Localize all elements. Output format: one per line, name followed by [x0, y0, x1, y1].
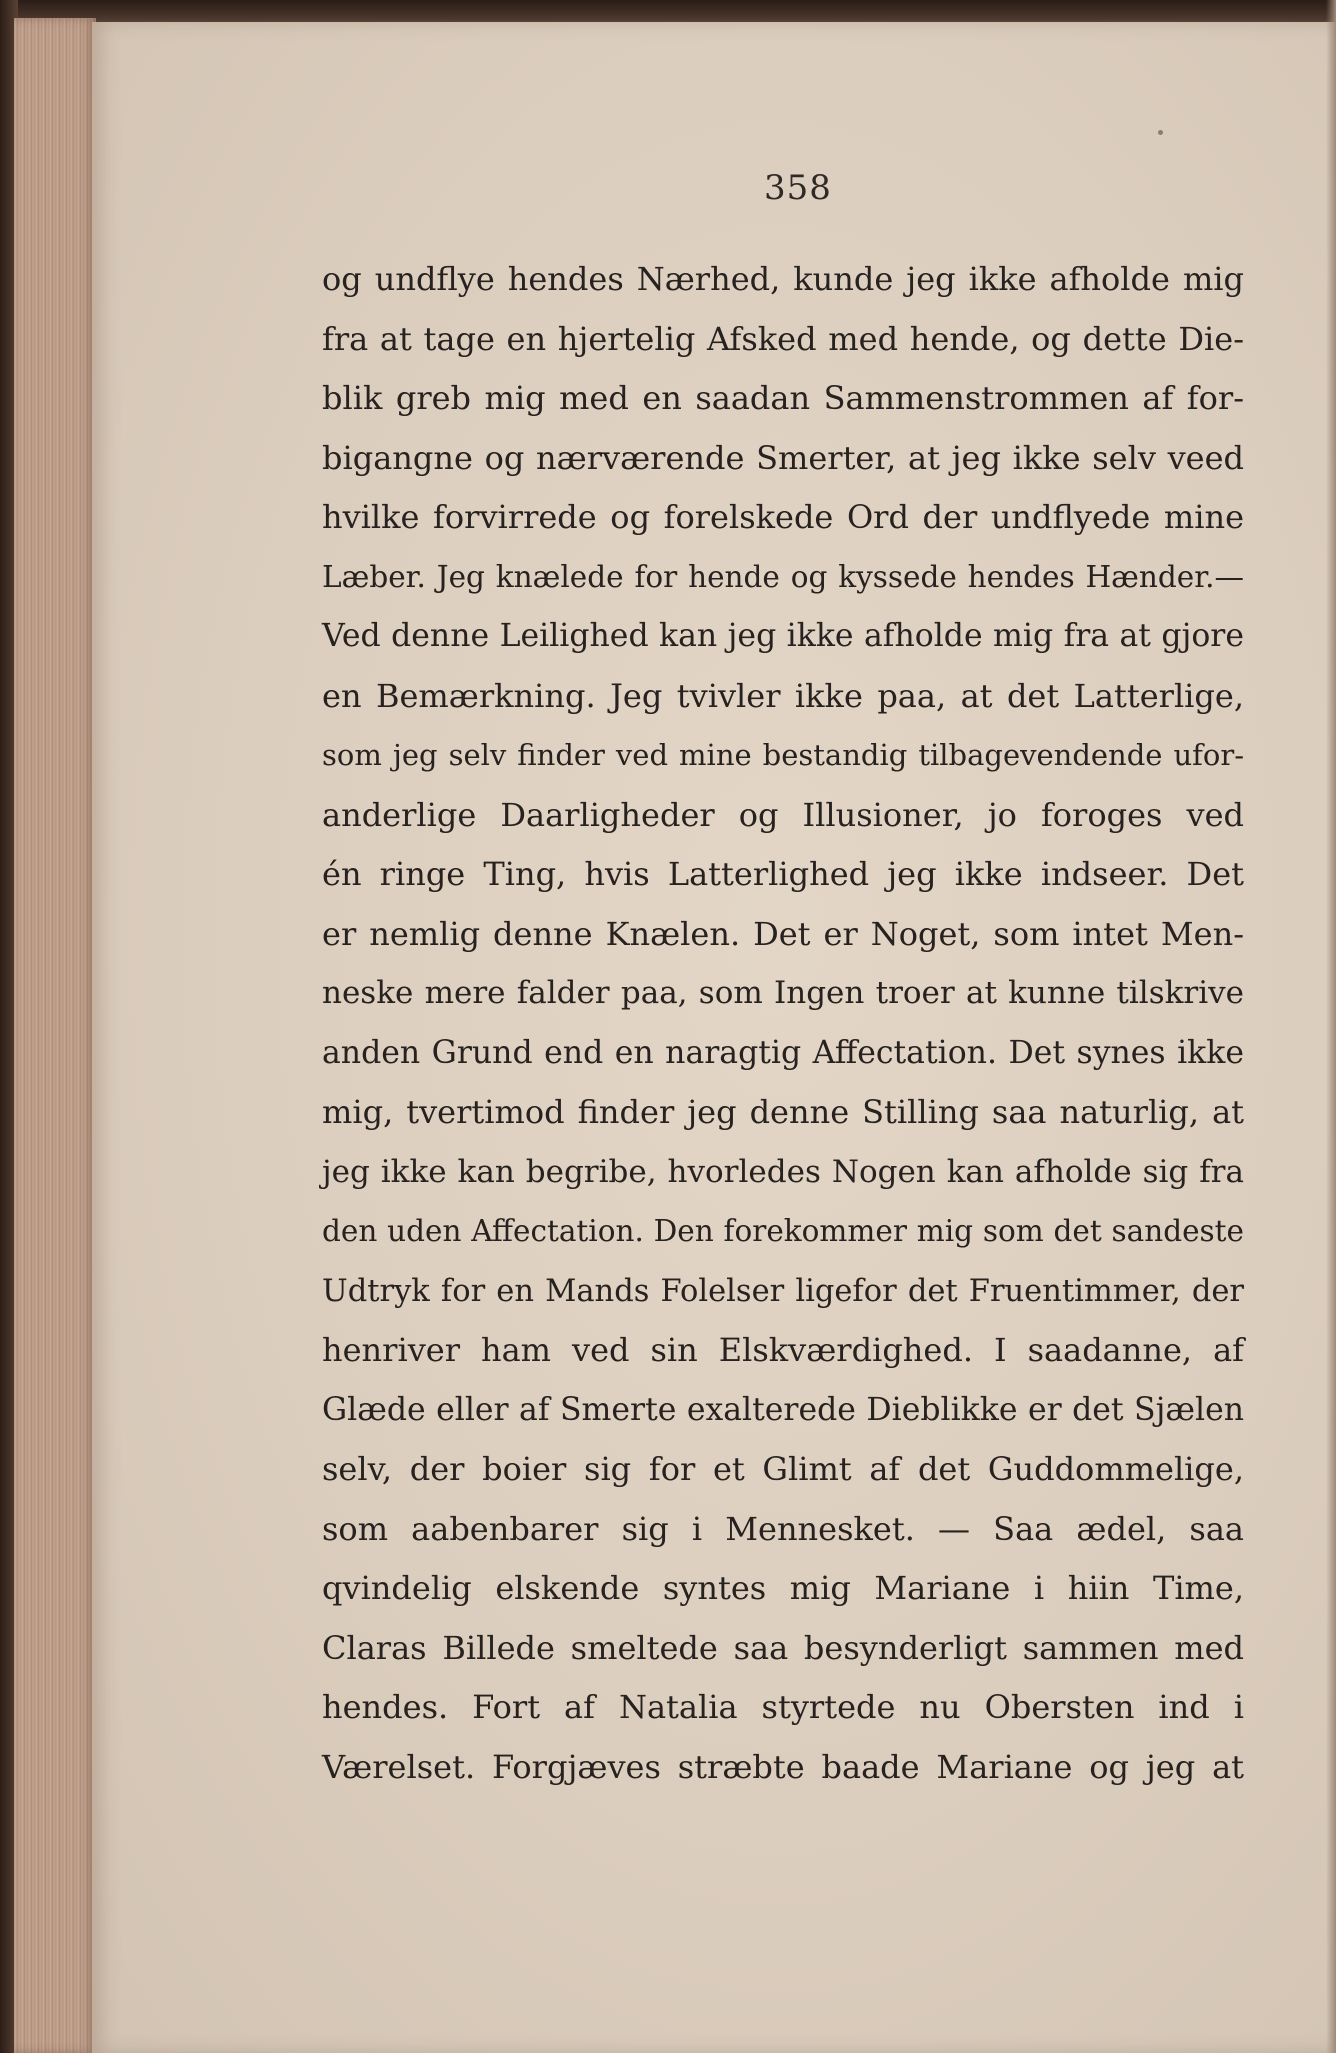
- text-line: neske mere falder paa, som Ingen troer at kunne tilskrive: [322, 975, 1244, 1011]
- text-line: anden Grund end en naragtig Affectation. Det synes ikke: [322, 1034, 1244, 1071]
- page-number: 358: [764, 168, 832, 208]
- text-line: bigangne og nærværende Smerter, at jeg ikke selv veed: [322, 438, 1244, 477]
- text-line: én ringe Ting, hvis Latterlighed jeg ikke indseer. Det: [322, 855, 1244, 893]
- page-stack-edge: [14, 18, 96, 2053]
- page-right-edge: [1326, 0, 1336, 2053]
- text-line: hvilke forvirrede og forelskede Ord der undflyede mine: [322, 498, 1244, 536]
- text-line: Læber. Jeg knælede for hende og kyssede hendes Hænder.—: [322, 559, 1244, 594]
- text-line: som aabenbarer sig i Mennesket. — Saa ædel, saa: [322, 1509, 1244, 1548]
- text-line: som jeg selv finder ved mine bestandig tilbagevendende ufor-: [322, 738, 1244, 772]
- text-line: blik greb mig med en saadan Sammenstrommen af for-: [322, 379, 1244, 417]
- text-line: Ved denne Leilighed kan jeg ikke afholde mig fra at gjore: [322, 618, 1244, 654]
- text-line: Værelset. Forgjæves stræbte baade Mariane og jeg at: [322, 1747, 1244, 1786]
- text-line: Udtryk for en Mands Folelser ligefor det Fruentimmer, der: [322, 1273, 1244, 1309]
- text-line: er nemlig denne Knælen. Det er Noget, som intet Men-: [322, 914, 1244, 953]
- text-line: Claras Billede smeltede saa besynderligt sammen med: [322, 1628, 1244, 1667]
- text-line: og undflye hendes Nærhed, kunde jeg ikke afholde mig: [322, 260, 1244, 298]
- text-line: fra at tage en hjertelig Afsked med hende, og dette Die-: [322, 319, 1244, 358]
- text-line: anderlige Daarligheder og Illusioner, jo foroges ved: [322, 795, 1244, 834]
- paper-speck: [1158, 130, 1163, 135]
- text-line: selv, der boier sig for et Glimt af det Guddommelige,: [322, 1450, 1244, 1488]
- text-line: mig, tvertimod finder jeg denne Stilling saa naturlig, at: [322, 1093, 1244, 1131]
- text-line: hendes. Fort af Natalia styrtede nu Obersten ind i: [322, 1688, 1244, 1726]
- text-line: en Bemærkning. Jeg tvivler ikke paa, at det Latterlige,: [322, 676, 1244, 715]
- text-line: jeg ikke kan begribe, hvorledes Nogen kan afholde sig fra: [322, 1153, 1244, 1190]
- text-line: qvindelig elskende syntes mig Mariane i hiin Time,: [322, 1569, 1244, 1607]
- body-text: [322, 250, 1244, 1797]
- text-line: Glæde eller af Smerte exalterede Dieblikke er det Sjælen: [322, 1391, 1244, 1428]
- text-line: henriver ham ved sin Elskværdighed. I saadanne, af: [322, 1331, 1244, 1369]
- text-line: den uden Affectation. Den forekommer mig som det sandeste: [322, 1214, 1244, 1248]
